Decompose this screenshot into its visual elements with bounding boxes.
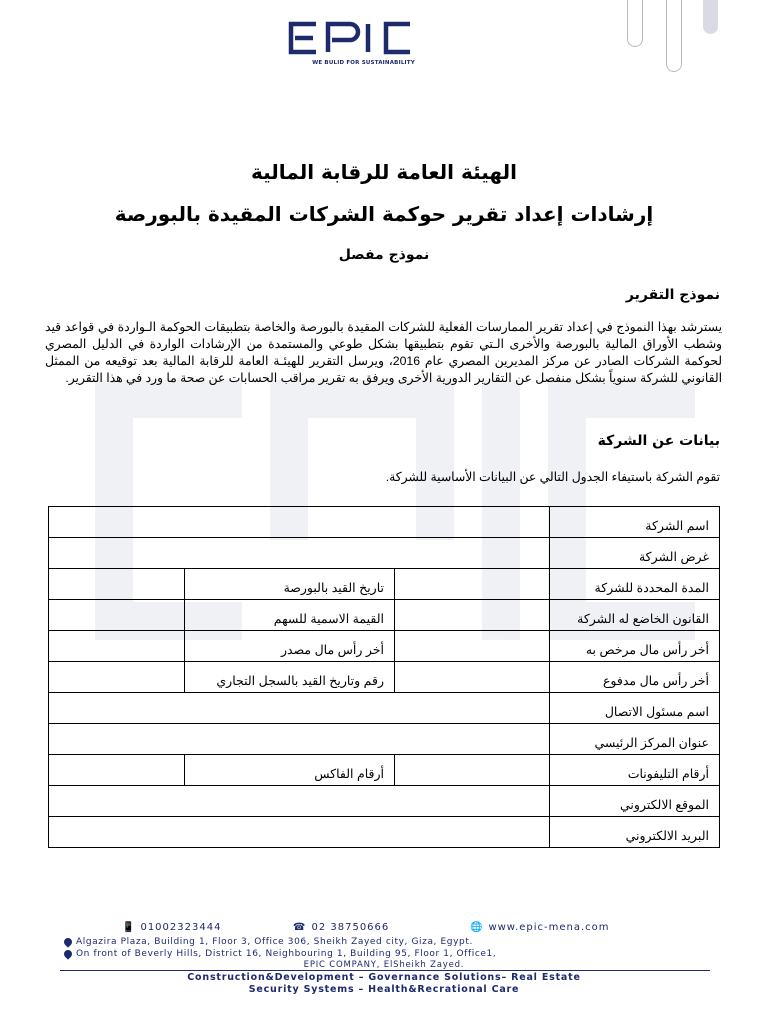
table-row	[49, 507, 720, 538]
section-heading-report-model: نموذج التقرير	[625, 287, 720, 303]
company-data-intro: تقوم الشركة باستيفاء الجدول التالي عن البيانات الأساسية للشركة.	[385, 470, 720, 484]
table-row	[49, 600, 720, 631]
value-cell[interactable]	[49, 538, 550, 569]
footer-address-1: Algazira Plaza, Building 1, Floor 3, Office 306, Sheikh Zayed city, Giza, Egypt.	[64, 937, 473, 947]
location-pin-icon	[62, 948, 73, 959]
value-cell[interactable]	[395, 631, 550, 662]
value-cell[interactable]	[49, 569, 185, 600]
row-label: أرقام التليفونات	[550, 755, 720, 786]
value-cell[interactable]	[395, 755, 550, 786]
row-label-secondary: تاريخ القيد بالبورصة	[185, 569, 395, 600]
value-cell[interactable]	[395, 569, 550, 600]
table-row	[49, 538, 720, 569]
table-row	[49, 786, 720, 817]
footer-address-2: On front of Beverly Hills, District 16, Neighbouring 1, Building 95, Floor 1, Office1,	[64, 949, 496, 959]
report-model-paragraph: يسترشد بهذا النموذج في إعداد تقرير الممارسات الفعلية للشركات المقيدة بالبورصة والخاصة بتطبيقات الحوكمة الـواردة في قواعد قيد وشطب الأوراق المالية بالبورصة والأخرى الـتي تقوم بتطبيقها بشكل طوعي والمستمدة من الإرشادات الواردة في الدليل المصري لحوكمة الشركات الصادر عن مركز المديرين المصري عام 2016، ويرسل التقرير للهيئـة العامة للرقابة المالية بعد توقيعه من الممثل القانوني للشركة سنوياً بشكل منفصل عن التقارير الدورية الأخرى ويرفق به تقرير مراقب الحسابات عن صحة ما ورد في هذا التقرير.	[45, 320, 722, 385]
row-label: عنوان المركز الرئيسي	[550, 724, 720, 755]
value-cell[interactable]	[49, 507, 550, 538]
logo-tagline: WE BULID FOR SUSTAINABILITY	[312, 60, 415, 66]
table-row	[49, 693, 720, 724]
value-cell[interactable]	[49, 662, 185, 693]
table-row	[49, 724, 720, 755]
authority-title: الهيئة العامة للرقابة المالية	[250, 160, 518, 184]
footer-services-2: Security Systems – Health&Recrational Care	[248, 984, 520, 995]
document-title: إرشادات إعداد تقرير حوكمة الشركات المقيدة بالبورصة	[114, 202, 654, 226]
mobile-icon: 📱	[122, 922, 136, 933]
footer-phone: ☎ 02 38750666	[293, 922, 390, 933]
table-row	[49, 662, 720, 693]
value-cell[interactable]	[49, 786, 550, 817]
table-row	[49, 817, 720, 848]
row-label-secondary: أخر رأس مال مصدر	[185, 631, 395, 662]
footer-website[interactable]: 🌐 www.epic-mena.com	[470, 922, 610, 933]
section-heading-company-data: بيانات عن الشركة	[597, 433, 720, 449]
row-label-secondary: القيمة الاسمية للسهم	[185, 600, 395, 631]
row-label: المدة المحددة للشركة	[550, 569, 720, 600]
value-cell[interactable]	[395, 662, 550, 693]
decorative-stroke	[627, 0, 643, 47]
table-row	[49, 631, 720, 662]
value-cell[interactable]	[395, 600, 550, 631]
document-subtitle: نموذج مفصل	[338, 247, 430, 263]
value-cell[interactable]	[49, 600, 185, 631]
row-label: البريد الالكتروني	[550, 817, 720, 848]
row-label: القانون الخاضع له الشركة	[550, 600, 720, 631]
company-data-table	[48, 506, 720, 848]
row-label-secondary: أرقام الفاكس	[185, 755, 395, 786]
value-cell[interactable]	[49, 693, 550, 724]
row-label: الموقع الالكتروني	[550, 786, 720, 817]
phone-icon: ☎	[293, 922, 307, 933]
row-label: أخر رأس مال مرخص به	[550, 631, 720, 662]
decorative-stroke	[666, 0, 682, 72]
value-cell[interactable]	[49, 631, 185, 662]
footer-divider	[60, 970, 710, 971]
row-label: اسم الشركة	[550, 507, 720, 538]
footer-services-1: Construction&Development – Governance Solutions– Real Estate	[187, 972, 581, 983]
value-cell[interactable]	[49, 817, 550, 848]
row-label: غرض الشركة	[550, 538, 720, 569]
row-label: اسم مسئول الاتصال	[550, 693, 720, 724]
row-label-secondary: رقم وتاريخ القيد بالسجل التجاري	[185, 662, 395, 693]
value-cell[interactable]	[49, 755, 185, 786]
footer-address-3: EPIC COMPANY, ElSheikh Zayed.	[303, 960, 465, 970]
value-cell[interactable]	[49, 724, 550, 755]
row-label: أخر رأس مال مدفوع	[550, 662, 720, 693]
table-row	[49, 755, 720, 786]
footer-mobile: 📱 01002323444	[122, 922, 222, 933]
decorative-stroke	[703, 0, 718, 34]
globe-icon: 🌐	[470, 922, 484, 933]
location-pin-icon	[62, 936, 73, 947]
table-row	[49, 569, 720, 600]
